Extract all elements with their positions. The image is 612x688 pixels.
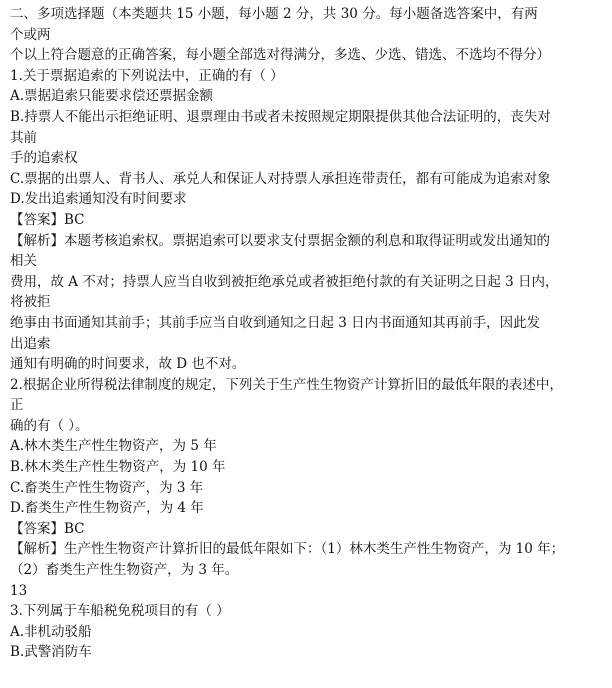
question-1-stem: 1.关于票据追索的下列说法中，正确的有（ ）: [10, 67, 284, 84]
question-1-option-d: D.发出追索通知没有时间要求: [10, 191, 187, 208]
question-1-explanation: 【解析】本题考核追索权。票据追索可以要求支付票据金额的利息和取得证明或发出通知的: [10, 232, 550, 249]
question-3-option-b: B.武警消防车: [10, 644, 92, 661]
question-1-option-b: B.持票人不能出示拒绝证明、退票理由书或者未按照规定期限提供其他合法证明的，丧失对: [10, 108, 551, 125]
question-2-answer: 【答案】BC: [10, 520, 85, 537]
question-2-stem: 2.根据企业所得税法律制度的规定，下列关于生产性生物资产计算折旧的最低年限的表述中，: [10, 376, 563, 393]
question-2-stem-continued: 确的有（ ）。: [10, 417, 89, 434]
question-1-answer: 【答案】BC: [10, 211, 85, 228]
question-3-stem: 3.下列属于车船税免税项目的有（ ）: [10, 603, 230, 620]
question-1-option-a: A.票据追索只能要求偿还票据金额: [10, 88, 214, 105]
question-2-explanation: 【解析】生产性生物资产计算折旧的最低年限如下：（1）林木类生产性生物资产，为 10 年；: [10, 541, 565, 558]
question-1-option-c: C.票据的出票人、背书人、承兑人和保证人对持票人承担连带责任，都有可能成为追索对象: [10, 170, 551, 187]
question-2-option-d: D.畜类生产性生物资产，为 4 年: [10, 500, 204, 517]
question-1-explanation-continued: 将被拒: [10, 294, 51, 311]
question-1-explanation-continued: 出追索: [10, 335, 51, 352]
question-1-option-b-continued: 其前: [10, 129, 37, 146]
question-3-option-a: A.非机动驳船: [10, 623, 92, 640]
section-instructions: 个以上符合题意的正确答案，每小题全部选对得满分，多选、少选、错选、不选均不得分）: [10, 47, 550, 64]
question-1-explanation-continued: 通知有明确的时间要求，故 D 也不对。: [10, 356, 246, 373]
question-1-explanation-continued: 费用，故 A 不对；持票人应当自收到被拒绝承兑或者被拒绝付款的有关证明之日起 3 日内，: [10, 273, 559, 290]
question-2-option-c: C.畜类生产性生物资产，为 3 年: [10, 479, 204, 496]
question-2-option-a: A.林木类生产性生物资产，为 5 年: [10, 438, 217, 455]
question-1-explanation-continued: 绝事由书面通知其前手；其前手应当自收到通知之日起 3 日内书面通知其再前手，因此发: [10, 314, 541, 331]
section-heading-continued: 个或两: [10, 26, 51, 43]
question-2-stem-continued: 正: [10, 397, 24, 414]
document-body: [10, 4, 604, 663]
question-2-explanation-continued: （2）畜类生产性生物资产，为 3 年。: [10, 562, 239, 579]
question-1-option-b-continued: 手的追索权: [10, 150, 78, 167]
question-1-explanation-continued: 相关: [10, 253, 37, 270]
question-2-option-b: B.林木类生产性生物资产，为 10 年: [10, 459, 226, 476]
page-number: 13: [10, 582, 28, 599]
section-heading: 二、多项选择题（本类题共 15 小题，每小题 2 分，共 30 分。每小题备选答案中，有两: [10, 6, 538, 22]
